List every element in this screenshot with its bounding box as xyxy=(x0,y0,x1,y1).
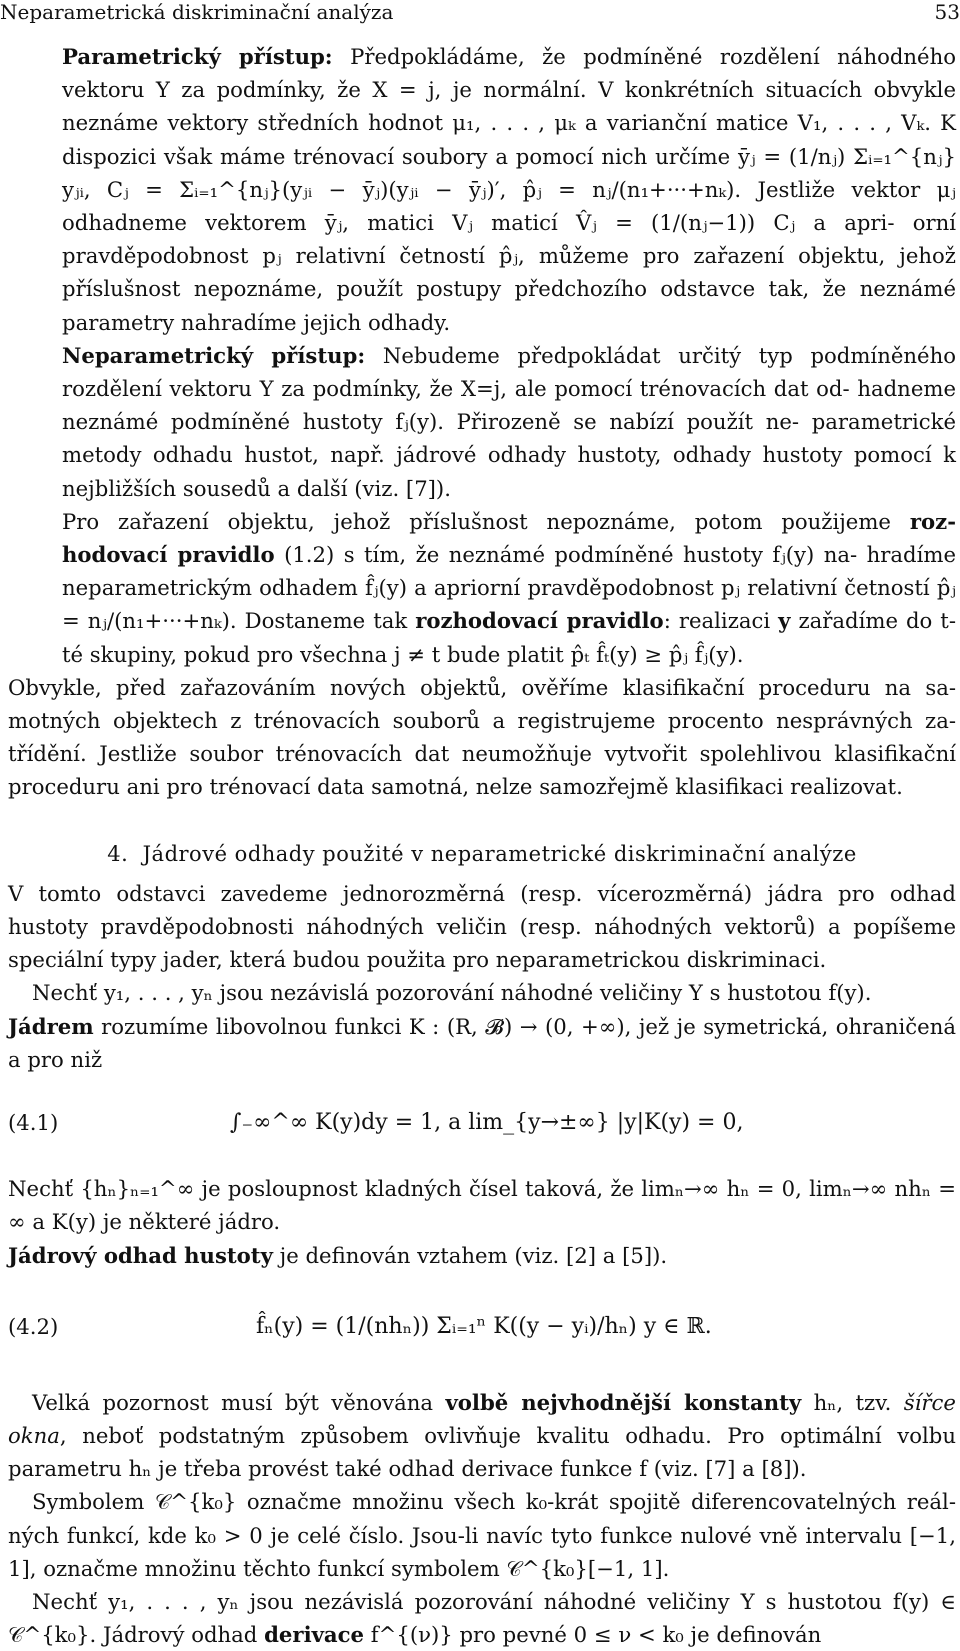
window-width-term: šířce okna xyxy=(8,1389,956,1448)
intro-paragraph: V tomto odstavci zavedeme jednorozměrná (resp. vícerozměrná) jádra pro odhad hustoty pravděpodobnosti náhodných veličin (resp. náhodných vektorů) a popíšeme speciální typy jader, která budou použita pro neparametrickou diskriminaci. xyxy=(8,880,956,973)
parametric-label: Parametrický přístup: xyxy=(62,44,333,69)
page-body: Parametrický přístup: Předpokládáme, že podmíněné rozdělení náhodného vektoru Y za podmínky, že X = j, je normální. V konkrétních situacích obvykle neznáme vektory středních hodnot μ₁, . . . , μₖ a varianční matice V₁, . . . , Vₖ. K dispozici však máme trénovací soubory a pomocí nich určíme ȳⱼ = (1/nⱼ) Σᵢ₌₁^{nⱼ} yⱼᵢ, Cⱼ = Σᵢ₌₁^{nⱼ}(yⱼᵢ − ȳⱼ)(yⱼᵢ − ȳⱼ)′, p̂ⱼ = nⱼ/(n₁+···+nₖ). Jestliže vektor μⱼ odhadneme vektorem ȳⱼ, matici Vⱼ maticí V̂ⱼ = (1/(nⱼ−1)) Cⱼ a apri- orní pravděpodobnost pⱼ relativní četností p̂ⱼ, můžeme pro zařazení objektu, jehož příslušnost nepoznáme, použít postupy předchozího odstavce tak, že neznámé parametry nahradíme jejich odhady. Neparametrický přístup: Nebudeme předpokládat určitý typ podmíněného rozdělení vektoru Y za podmínky, že X=j, ale pomocí trénovacích dat od- hadneme neznámé podmíněné hustoty fⱼ(y). Přirozeně se nabízí použít ne- parametrické metody odhadu hustot, např. jádrové odhady hustoty, odhady hustoty pomocí k nejbližších sousedů a další (viz. [7]). Pro zařazení objektu, jehož příslušnost nepoznáme, potom použijeme roz- hodovací pravidlo (1.2) s tím, že neznámé podmíněné hustoty fⱼ(y) na- hradíme neparametrickým odhadem f̂ⱼ(y) a apriorní pravděpodobnost pⱼ relativní četností p̂ⱼ = nⱼ/(n₁+···+nₖ). Dostaneme tak rozhodovací pravidlo: realizaci y zařadíme do t-té skupiny, pokud pro všechna j ≠ t bude platit p̂ₜ f̂ₜ(y) ≥ p̂ⱼ f̂ⱼ(y). Obvykle, před zařazováním nových objektů, ověříme klasifikační proceduru na sa- motných objektech z trénovacích souborů a registrujeme procento nesprávných za- třídění. Jestliže soubor trénovacích dat neumožňuje vytvořit spolehlivou klasifikační proceduru ani pro trénovací data samotná, nelze samozřejmě klasifikaci realizovat. 4. Jádrové odhady použité v neparametrické diskriminační analýze V tomto odstavci zavedeme jednorozměrná (resp. vícerozměrná) jádra pro odhad hustoty pravděpodobnosti náhodných veličin (resp. náhodných vektorů) a popíšeme speciální typy jader, která budou použita pro neparametrickou diskriminaci. Nechť y₁, . . . , yₙ jsou nezávislá pozorování náhodné veličiny Y s hustotou f(y). Jádrem rozumíme libovolnou funkci K : (R, 𝓑) → (0, +∞), jež je symetrická, ohraničená a pro niž (4.1) ∫₋∞^∞ K(y)dy = 1, a lim_{y→±∞} |y|K(y) = 0, Nechť {hₙ}ₙ₌₁^∞ je posloupnost kladných čísel taková, že limₙ→∞ hₙ = 0, limₙ→∞ nhₙ = ∞ a K(y) je některé jádro. Jádrový odhad hustoty je definován vztahem (viz. [2] a [5]). (4.2) f̂ₙ(y) = (1/(nhₙ)) Σᵢ₌₁ⁿ K((y − yᵢ)/hₙ) y ∈ ℝ. Velká pozornost musí být věnována volbě nejvhodnější konstanty hₙ, tzv. šířce okna, neboť podstatným způsobem ovlivňuje kvalitu odhadu. Pro optimální volbu parametru hₙ je třeba provést také odhad derivace funkce f (viz. [7] a [8]). Symbolem 𝒞^{k₀} označme množinu všech k₀-krát spojitě diferencovatelných reál- ných funkcí, kde k₀ > 0 je celé číslo. Jsou-li navíc tyto funkce nulové vně intervalu [−1, 1], označme množinu těchto funkcí symbolem 𝒞^{k₀}[−1, 1]. Nechť y₁, . . . , yₙ jsou nezávislá pozorování náhodné veličiny Y s hustotou f(y) ∈ 𝒞^{k₀}. Jádrový odhad derivace f^{(ν)} pro pevné 0 ≤ ν < k₀ je definován xyxy=(8,40,956,1651)
section-number: 4. xyxy=(107,841,129,866)
decision-rule-term: hodovací pravidlo xyxy=(62,542,275,568)
decision-rule-paragraph: Pro zařazení objektu, jehož příslušnost nepoznáme, potom použijeme roz- hodovací pravidlo (1.2) s tím, že neznámé podmíněné hustoty fⱼ(y) na- hradíme neparametrickým odhadem f̂ⱼ(y) a apriorní pravděpodobnost pⱼ relativní četností p̂ⱼ = nⱼ/(n₁+···+nₖ). Dostaneme tak rozhodovací pravidlo: realizaci y zařadíme do t-té skupiny, pokud pro všechna j ≠ t bude platit p̂ₜ f̂ₜ(y) ≥ p̂ⱼ f̂ⱼ(y). xyxy=(62,508,956,667)
running-title: Neparametrická diskriminační analýza xyxy=(0,0,394,24)
section-title: Jádrové odhady použité v neparametrické diskriminační analýze xyxy=(142,841,857,866)
decision-inequality: p̂ₜ f̂ₜ(y) ≥ p̂ⱼ f̂ⱼ(y). xyxy=(570,641,744,667)
equation-4-1 xyxy=(8,1076,956,1172)
equation-4-2 xyxy=(8,1272,956,1382)
parametric-approach: Parametrický přístup: Předpokládáme, že podmíněné rozdělení náhodného vektoru Y za podmínky, že X = j, je normální. V konkrétních situacích obvykle neznáme vektory středních hodnot μ₁, . . . , μₖ a varianční matice V₁, . . . , Vₖ. K dispozici však máme trénovací soubory a pomocí nich určíme ȳⱼ = (1/nⱼ) Σᵢ₌₁^{nⱼ} yⱼᵢ, Cⱼ = Σᵢ₌₁^{nⱼ}(yⱼᵢ − ȳⱼ)(yⱼᵢ − ȳⱼ)′, p̂ⱼ = nⱼ/(n₁+···+nₖ). Jestliže vektor μⱼ odhadneme vektorem ȳⱼ, matici Vⱼ maticí V̂ⱼ = (1/(nⱼ−1)) Cⱼ a apri- orní pravděpodobnost pⱼ relativní četností p̂ⱼ, můžeme pro zařazení objektu, jehož příslušnost nepoznáme, použít postupy předchozího odstavce tak, že neznámé parametry nahradíme jejich odhady. xyxy=(62,44,956,335)
nonparametric-label: Neparametrický přístup: xyxy=(62,342,366,368)
page-number: 53 xyxy=(934,0,960,24)
equation-body: ∫₋∞^∞ K(y)dy = 1, a lim_{y→±∞} |y|K(y) = 0, xyxy=(230,1110,744,1136)
estimator-formulas: ȳⱼ = (1/nⱼ) Σᵢ₌₁^{nⱼ} yⱼᵢ, Cⱼ = Σᵢ₌₁^{nⱼ}(yⱼᵢ − ȳⱼ)(yⱼᵢ − ȳⱼ)′, p̂ⱼ = nⱼ/(n₁+···+nₖ). Jestliže xyxy=(62,143,956,202)
smoothness-class-paragraph: Symbolem 𝒞^{k₀} označme množinu všech k₀-krát spojitě diferencovatelných reál- ných funkcí, kde k₀ > 0 je celé číslo. Jsou-li navíc tyto funkce nulové vně intervalu [−1, 1], označme množinu těchto funkcí symbolem 𝒞^{k₀}[−1, 1]. xyxy=(8,1489,956,1581)
derivative-estimate-paragraph: Nechť y₁, . . . , yₙ jsou nezávislá pozorování náhodné veličiny Y s hustotou f(y) ∈ 𝒞^{k₀}. Jádrový odhad derivace f^{(ν)} pro pevné 0 ≤ ν < k₀ je definován xyxy=(8,1588,956,1648)
section-heading xyxy=(8,838,956,871)
kernel-definition: Nechť y₁, . . . , yₙ jsou nezávislá pozorování náhodné veličiny Y s hustotou f(y). xyxy=(32,980,872,1006)
nonparametric-approach: Neparametrický přístup: Nebudeme předpokládat určitý typ podmíněného rozdělení vektoru Y za podmínky, že X=j, ale pomocí trénovacích dat od- hadneme neznámé podmíněné hustoty fⱼ(y). Přirozeně se nabízí použít ne- parametrické metody odhadu hustot, např. jádrové odhady hustoty, odhady hustoty pomocí k nejbližších sousedů a další (viz. [7]). xyxy=(62,342,956,501)
bandwidth-paragraph: Velká pozornost musí být věnována volbě nejvhodnější konstanty hₙ, tzv. šířce okna, neboť podstatným způsobem ovlivňuje kvalitu odhadu. Pro optimální volbu parametru hₙ je třeba provést také odhad derivace funkce f (viz. [7] a [8]). xyxy=(8,1389,956,1482)
bandwidth-sequence: Nechť {hₙ}ₙ₌₁^∞ je posloupnost kladných čísel taková, že limₙ→∞ hₙ = 0, limₙ→∞ nhₙ = ∞ a K(y) je některé jádro. xyxy=(8,1176,956,1235)
kde-term: Jádrový odhad hustoty xyxy=(8,1242,273,1268)
equation-body: f̂ₙ(y) = (1/(nhₙ)) Σᵢ₌₁ⁿ K((y − yᵢ)/hₙ) y ∈ ℝ. xyxy=(256,1313,712,1339)
equation-number: (4.2) xyxy=(8,1313,59,1339)
equation-number: (4.1) xyxy=(8,1110,59,1136)
running-header xyxy=(0,0,960,28)
validation-paragraph: Obvykle, před zařazováním nových objektů, ověříme klasifikační proceduru na sa- motných objektech z trénovacích souborů a registrujeme procento nesprávných za- třídění. Jestliže soubor trénovacích dat neumožňuje vytvořit spolehlivou klasifikační proceduru ani pro trénovací data samotná, nelze samozřejmě klasifikaci realizovat. xyxy=(8,674,956,800)
kernel-term: Jádrem xyxy=(8,1013,94,1039)
